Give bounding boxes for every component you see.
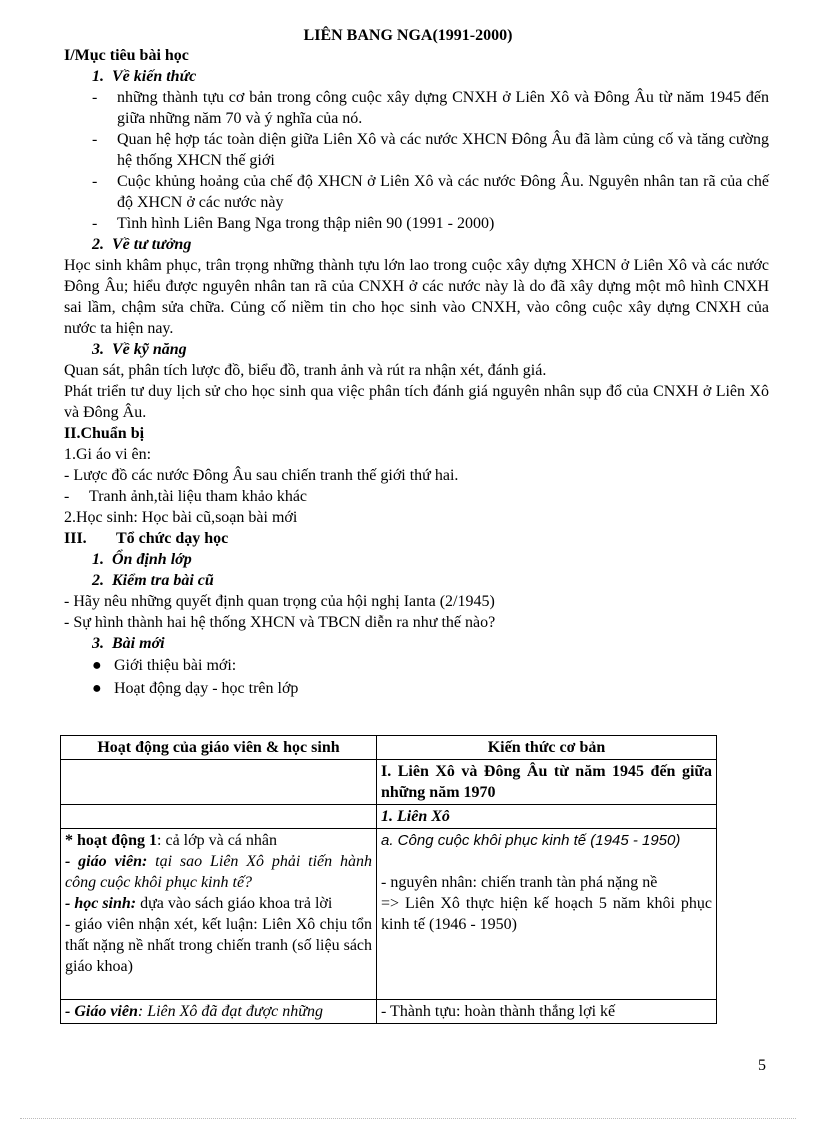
table-row [61,760,717,805]
section-2-heading: II.Chuẩn bị [64,425,145,442]
list-item: ● Giới thiệu bài mới: [92,657,237,674]
section-1-heading: I/Mục tiêu bài học [64,47,189,64]
list-item: - Tình hình Liên Bang Nga trong thập niên 90 (1991 - 2000) [92,215,495,232]
subheading-skills: 3. Về kỹ năng [92,341,187,358]
subheading-ideology: 2. Về tư tưởng [92,236,192,253]
list-item: - Quan hệ hợp tác toàn diện giữa Liên Xô và các nước XHCN Đông Âu đã làm củng cố và tăng cường hệ thống XHCN thế giới [92,131,769,169]
table-row [61,1000,717,1024]
table-cell: - Giáo viên: Liên Xô đã đạt được những [61,1000,377,1024]
list-item: - những thành tựu cơ bản trong công cuộc xây dựng CNXH ở Liên Xô và Đông Âu từ năm 1945 đến giữa những năm 70 và ý nghĩa của nó. [92,89,769,127]
table-cell [61,805,377,829]
student-prep: 2.Học sinh: Học bài cũ,soạn bài mới [64,509,298,526]
table-cell [61,760,377,805]
table-header-row [61,736,717,760]
table-cell: a. Công cuộc khôi phục kinh tế (1945 - 1950) - nguyên nhân: chiến tranh tàn phá nặng nề => Liên Xô thực hiện kế hoạch 5 năm khôi phục kinh tế (1946 - 1950) [377,829,717,1000]
header-knowledge: Kiến thức cơ bản [377,736,717,760]
skills-paragraph-1: Quan sát, phân tích lược đồ, biểu đồ, tranh ảnh và rút ra nhận xét, đánh giá. [64,362,547,379]
table-row [61,829,717,1000]
review-question: - Sự hình thành hai hệ thống XHCN và TBCN diễn ra như thế nào? [64,614,496,631]
teacher-prep-label: 1.Gi áo vi ên: [64,446,152,463]
lesson-table [60,735,717,1024]
table-cell: - Thành tựu: hoàn thành thắng lợi kế [377,1000,717,1024]
subheading-knowledge: 1. Về kiến thức [92,68,197,85]
table-cell: I. Liên Xô và Đông Âu từ năm 1945 đến giữa những năm 1970 [377,760,717,805]
table-cell: * hoạt động 1: cả lớp và cá nhân - giáo viên: tại sao Liên Xô phải tiến hành công cuộc khôi phục kinh tế? - học sinh: dựa vào sách giáo khoa trả lời - giáo viên nhận xét, kết luận: Liên Xô chịu tổn thất nặng nề nhất trong chiến tranh (số liệu sách giáo khoa) [61,829,377,1000]
list-item: ● Hoạt động dạy - học trên lớp [92,680,299,697]
table-row [61,805,717,829]
teacher-prep-item: - Tranh ảnh,tài liệu tham khảo khác [64,488,308,505]
subheading-review: 2. Kiểm tra bài cũ [92,572,214,589]
list-item: - Cuộc khủng hoảng của chế độ XHCN ở Liên Xô và các nước Đông Âu. Nguyên nhân tan rã của chế độ XHCN ở các nước này [92,173,769,211]
ideology-paragraph: Học sinh khâm phục, trân trọng những thành tựu lớn lao trong cuộc xây dựng XHCN ở Liên Xô và các nước Đông Âu; hiểu được nguyên nhân tan rã của CNXH ở các nước này là do đã xây dựng một mô hình CNXH sai lầm, chậm sửa chữa. Củng cố niềm tin cho học sinh vào CNXH, vào công cuộc xây dựng CNXH của nước ta hiện nay. [64,257,769,337]
document-body [64,45,769,701]
document-title: LIÊN BANG NGA(1991-2000) [303,27,513,44]
review-question: - Hãy nêu những quyết định quan trọng của hội nghị Ianta (2/1945) [64,593,495,610]
skills-paragraph-2: Phát triển tư duy lịch sử cho học sinh qua việc phân tích đánh giá nguyên nhân sụp đổ của CNXH ở Liên Xô và Đông Âu. [64,383,769,421]
section-3-heading: III. Tổ chức dạy học [64,530,229,547]
subheading-class-order: 1. Ổn định lớp [92,551,192,568]
teacher-prep-item: - Lược đồ các nước Đông Âu sau chiến tranh thế giới thứ hai. [64,467,459,484]
page-number: 5 [758,1057,766,1074]
header-activities: Hoạt động của giáo viên & học sinh [61,736,377,760]
table-cell: 1. Liên Xô [377,805,717,829]
page-bottom-divider [20,1118,796,1119]
subheading-new-lesson: 3. Bài mới [92,635,165,652]
